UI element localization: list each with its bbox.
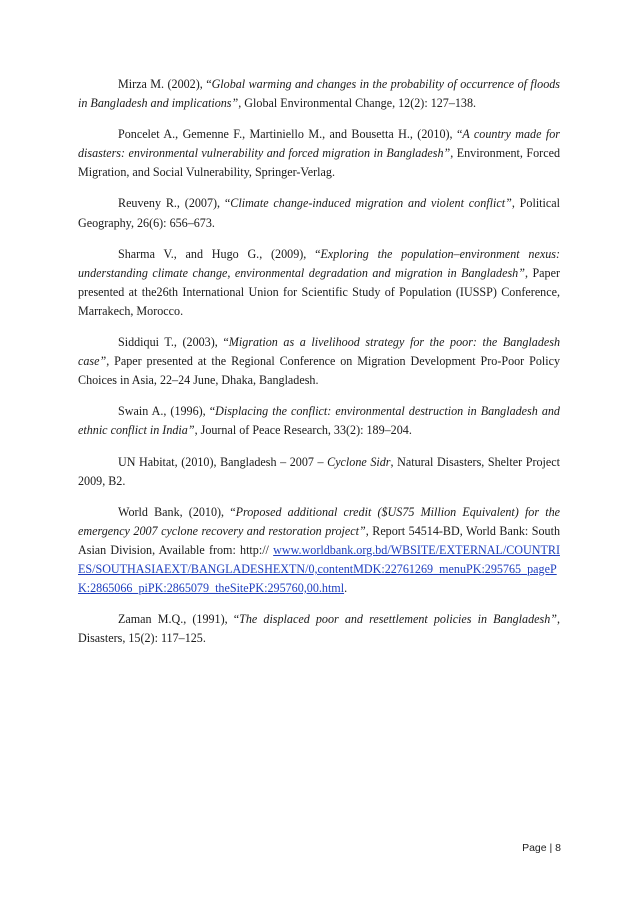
reference-title: Global warming and changes in the probability of occurrence of floods in Bangladesh and implications” bbox=[78, 77, 560, 111]
reference-authors: Reuveny R., (2007), “ bbox=[118, 196, 231, 211]
worldbank-url-link[interactable]: www.worldbank.org.bd/WBSITE/EXTERNAL/COUNTRIES/SOUTHASIAEXT/BANGLADESHEXTN/0,contentMDK:22761269_menuPK:295765_pagePK:2865066_piPK:2865079_theSitePK:295760,00.html bbox=[78, 542, 560, 596]
reference-source: , Journal of Peace Research, 33(2): 189–204. bbox=[194, 423, 412, 438]
reference-end-punctuation: . bbox=[344, 581, 348, 596]
reference-authors: Zaman M.Q., (1991), “ bbox=[118, 612, 240, 627]
reference-source: , Global Environmental Change, 12(2): 127–138. bbox=[238, 96, 477, 111]
reference-title: Displacing the conflict: environmental destruction in Bangladesh and ethnic conflict in India” bbox=[78, 404, 560, 438]
reference-title: Climate change-induced migration and violent conflict” bbox=[230, 196, 512, 211]
reference-title: Migration as a livelihood strategy for the poor: the Bangladesh case” bbox=[78, 335, 561, 369]
reference-entry bbox=[78, 194, 560, 232]
reference-source: , Report 54514-BD, World Bank: South Asian Division, Available from: http:// bbox=[78, 523, 560, 557]
reference-list bbox=[78, 75, 560, 660]
reference-authors: Poncelet A., Gemenne F., Martiniello M., and Bousetta H., (2010), “ bbox=[118, 127, 463, 142]
reference-entry bbox=[78, 453, 560, 491]
reference-title: Proposed additional credit ($US75 Million Equivalent) for the emergency 2007 cyclone recovery and restoration project” bbox=[78, 504, 560, 538]
reference-authors: Mirza M. (2002), “ bbox=[118, 77, 212, 91]
reference-source: , Paper presented at the26th International Union for Scientific Study of Population (IUSSP) Conference, Marrakech, Morocco. bbox=[78, 265, 560, 318]
reference-authors: Swain A., (1996), “ bbox=[118, 404, 216, 419]
reference-title: Cyclone Sidr bbox=[327, 454, 391, 469]
page-number: Page | 8 bbox=[522, 842, 561, 854]
reference-entry bbox=[78, 245, 560, 321]
reference-entry bbox=[78, 402, 560, 440]
reference-authors: Siddiqui T., (2003), “ bbox=[118, 335, 229, 350]
reference-authors: UN Habitat, (2010), Bangladesh – 2007 – bbox=[118, 454, 328, 469]
reference-source: , Natural Disasters, Shelter Project 2009, B2. bbox=[78, 454, 560, 488]
reference-entry-worldbank bbox=[78, 503, 560, 598]
reference-source: , Disasters, 15(2): 117–125. bbox=[78, 612, 560, 646]
reference-entry bbox=[78, 333, 560, 390]
reference-source: , Paper presented at the Regional Conference on Migration Development Pro-Poor Policy Choices in Asia, 22–24 June, Dhaka, Bangladesh. bbox=[78, 354, 560, 388]
reference-title: A country made for disasters: environmental vulnerability and forced migration in Bangladesh” bbox=[78, 127, 560, 161]
reference-source: , Political Geography, 26(6): 656–673. bbox=[78, 196, 560, 230]
reference-entry bbox=[78, 125, 560, 182]
reference-title: Exploring the population–environment nexus: understanding climate change, environmental degradation and migration in Bangladesh” bbox=[78, 246, 560, 280]
reference-authors: World Bank, (2010), “ bbox=[118, 504, 236, 519]
reference-source: , Environment, Forced Migration, and Social Vulnerability, Springer-Verlag. bbox=[78, 146, 560, 180]
reference-title: The displaced poor and resettlement policies in Bangladesh” bbox=[239, 612, 557, 627]
reference-authors: Sharma V., and Hugo G., (2009), “ bbox=[118, 246, 321, 261]
reference-entry bbox=[78, 75, 560, 113]
reference-entry bbox=[78, 610, 560, 648]
